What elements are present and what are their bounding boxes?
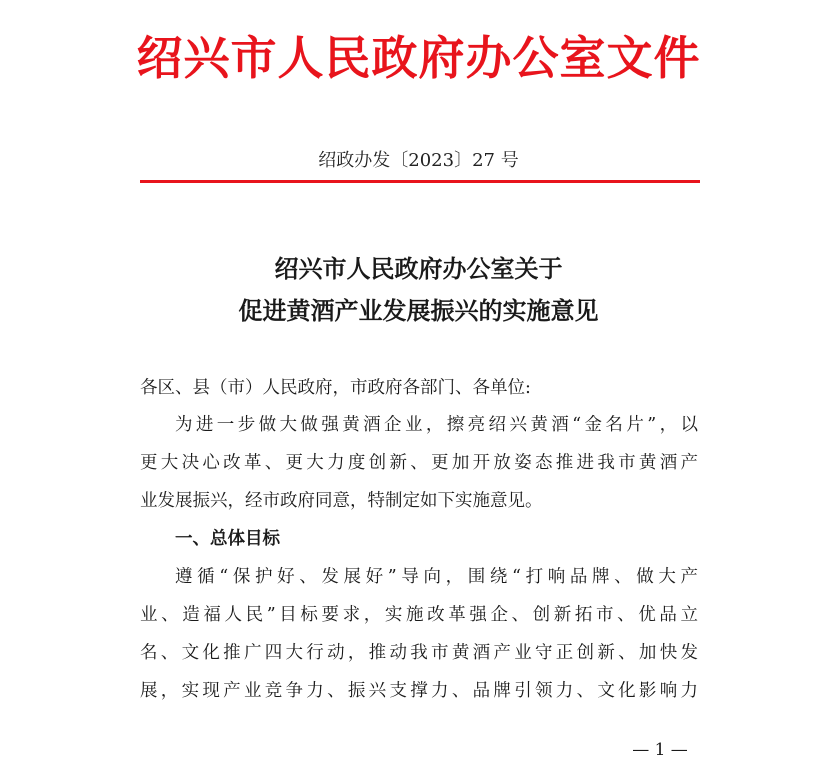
section-paragraph-line: 业、造福人民”目标要求，实施改革强企、创新拓市、优品立 xyxy=(140,605,698,625)
intro-paragraph-line: 为进一步做大做强黄酒企业，擦亮绍兴黄酒“金名片”，以 xyxy=(175,415,698,435)
intro-paragraph-line: 更大决心改革、更大力度创新、更加开放姿态推进我市黄酒产 xyxy=(140,453,698,473)
intro-paragraph-line: 业发展振兴，经市政府同意，特制定如下实施意见。 xyxy=(140,491,543,511)
section-paragraph-line: 名、文化推广四大行动，推动我市黄酒产业守正创新、加快发 xyxy=(140,643,698,663)
page-number: — 1 — xyxy=(632,740,688,760)
document-title-line-1: 绍兴市人民政府办公室关于 xyxy=(274,254,563,283)
document-title-line-2: 促进黄酒产业发展振兴的实施意见 xyxy=(238,296,599,325)
section-paragraph-line: 展，实现产业竞争力、振兴支撑力、品牌引领力、文化影响力 xyxy=(140,681,698,701)
section-heading: 一、总体目标 xyxy=(175,529,280,549)
addressee-line: 各区、县（市）人民政府，市政府各部门、各单位: xyxy=(140,378,531,398)
red-divider-line xyxy=(140,180,700,183)
issuing-office-header: 绍兴市人民政府办公室文件 xyxy=(136,31,701,85)
section-paragraph-line: 遵循“保护好、发展好”导向，围绕“打响品牌、做大产 xyxy=(175,567,698,587)
document-number: 绍政办发〔2023〕27 号 xyxy=(318,150,519,171)
